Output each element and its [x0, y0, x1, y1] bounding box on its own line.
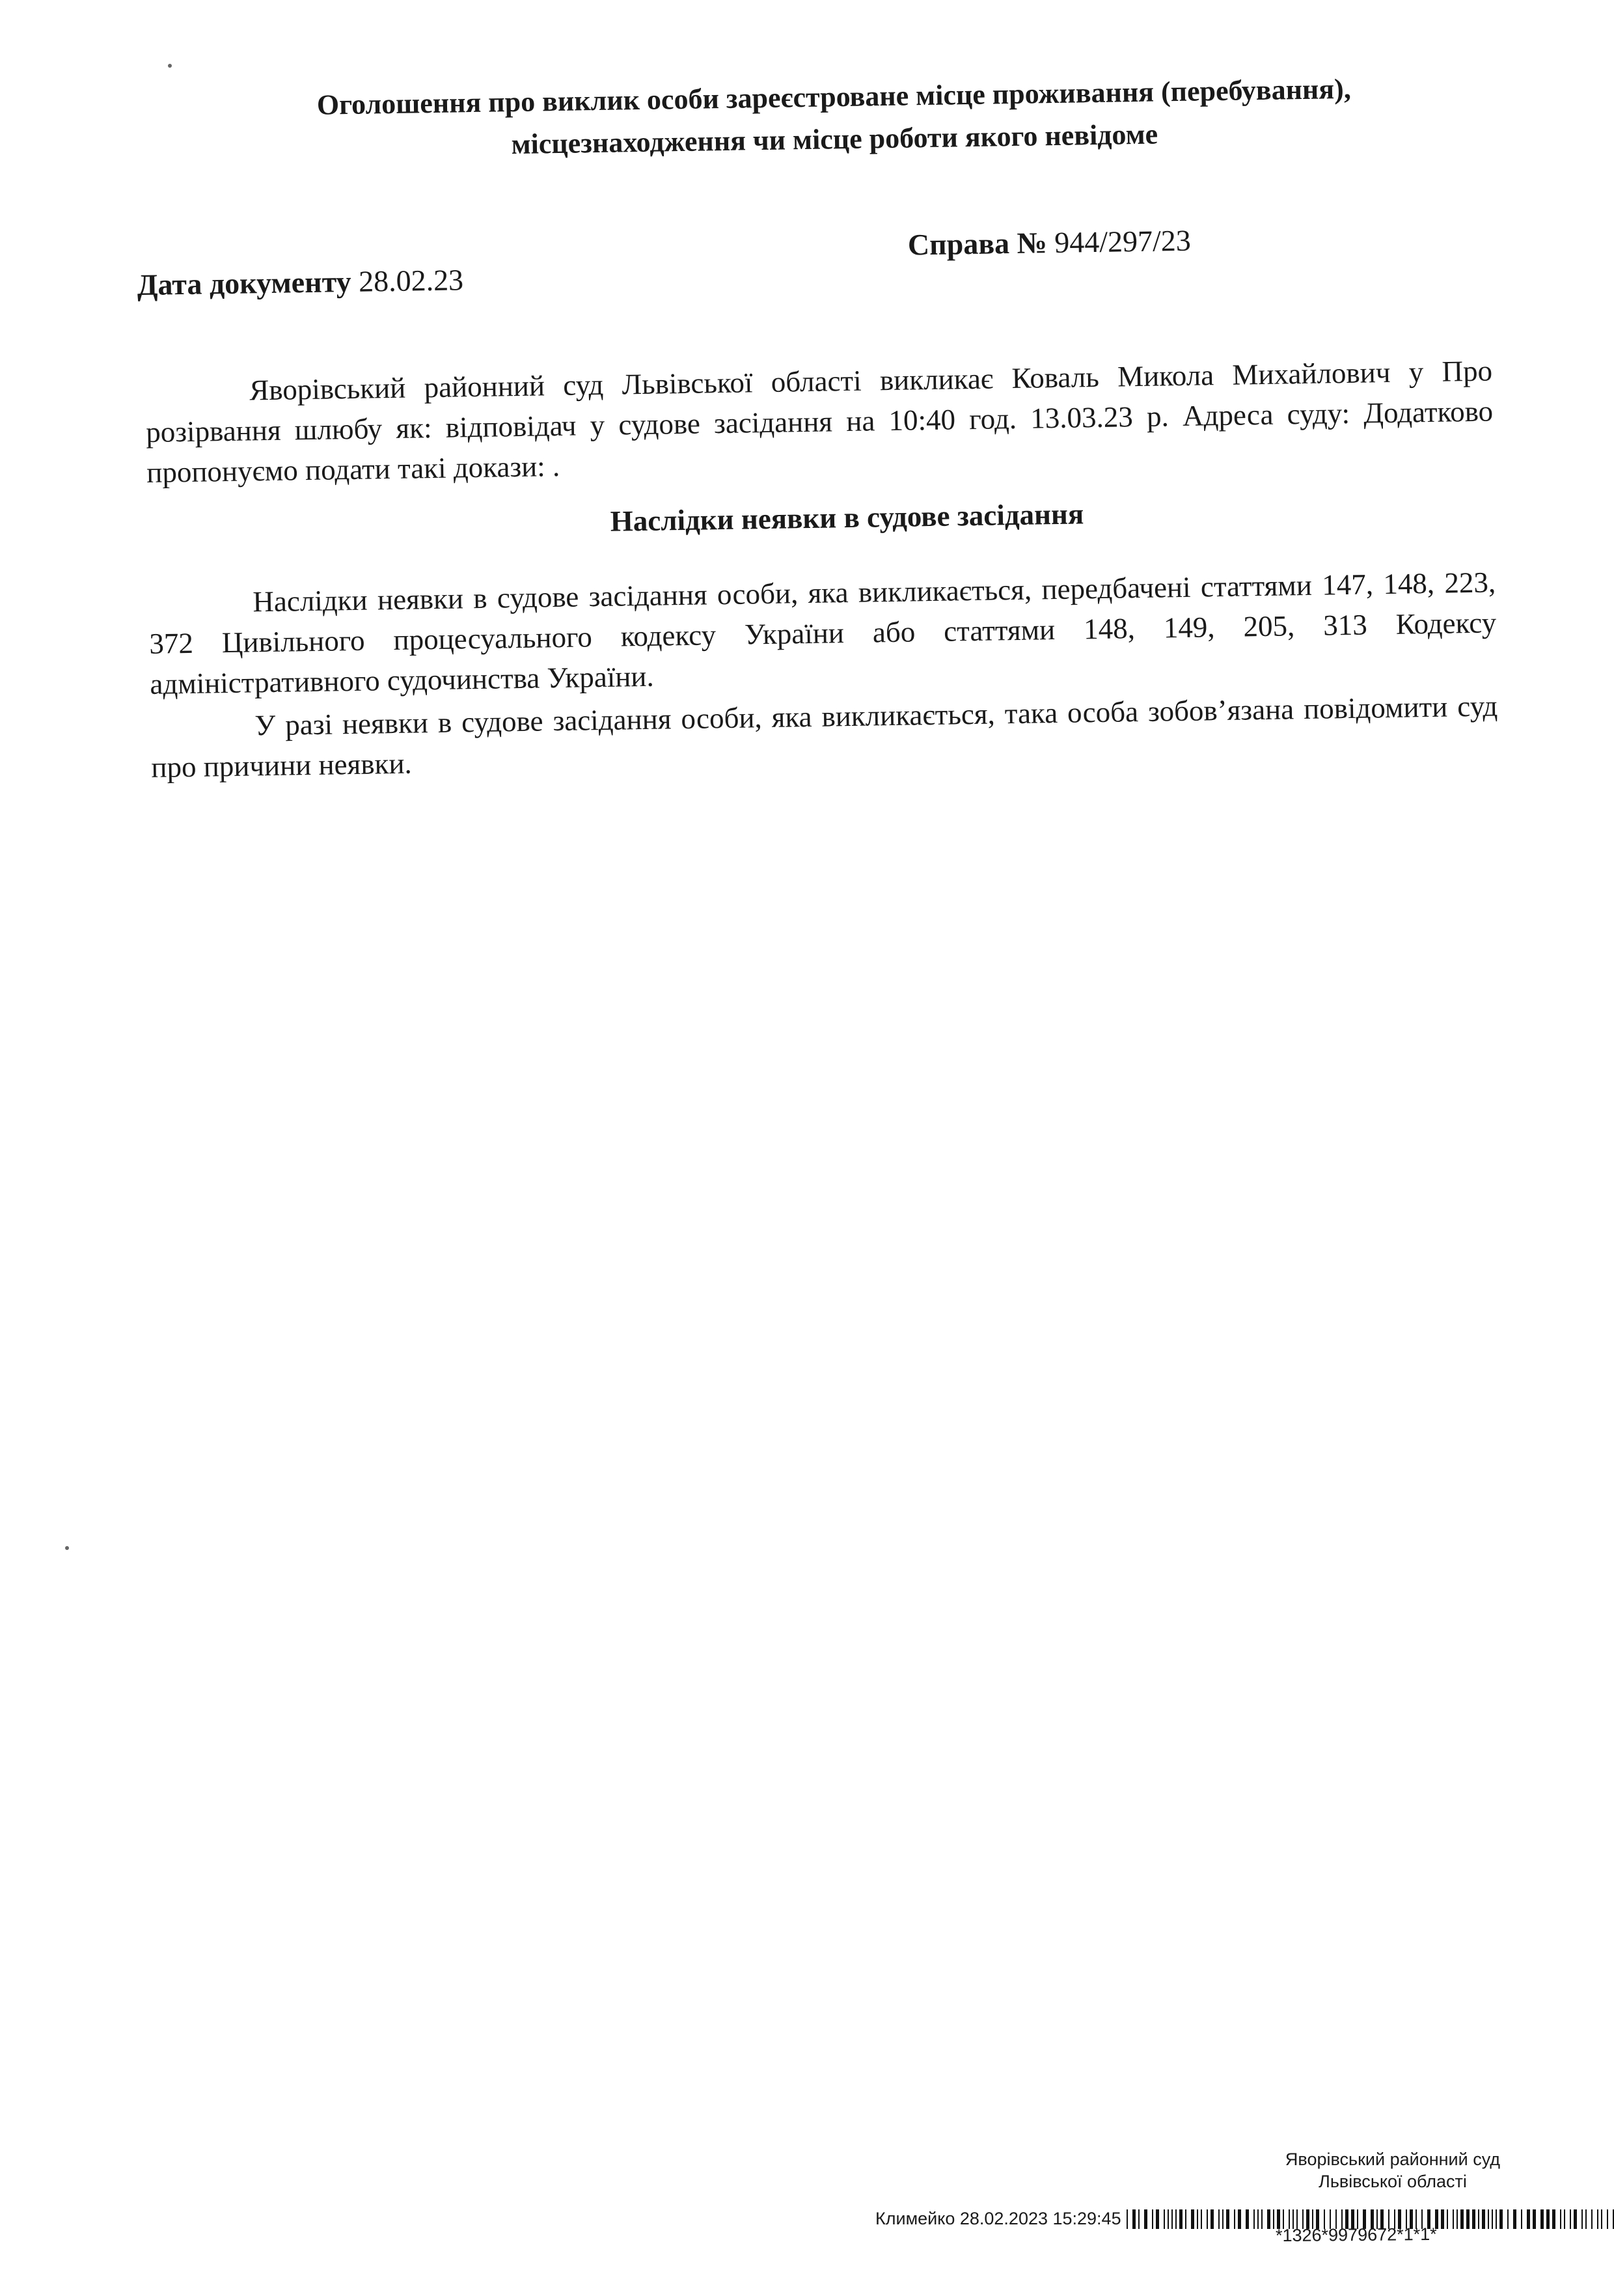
barcode-bar — [1597, 2209, 1598, 2229]
barcode-bar — [1513, 2209, 1516, 2229]
document-title-line1: Оголошення про виклик особи зареєстроване місце проживання (перебування), — [316, 72, 1352, 121]
barcode-bar — [1261, 2209, 1263, 2229]
barcode-bar — [1453, 2209, 1454, 2229]
summons-paragraph: Яворівський районний суд Львівської області викликає Коваль Микола Михайлович у Про розірвання шлюбу як: відповідач у судове засідання на 10:40 год. 13.03.23 р. Адреса суду: Додатково пропонуємо подати такі докази: . — [145, 354, 1494, 489]
barcode-bar — [1144, 2209, 1147, 2229]
barcode-bar — [1574, 2209, 1577, 2229]
barcode-bar — [1585, 2209, 1587, 2229]
court-stamp-line2: Львівської області — [1319, 2172, 1467, 2191]
barcode-bar — [1466, 2209, 1470, 2229]
barcode-bar — [1222, 2209, 1224, 2229]
scan-speck — [168, 64, 172, 68]
date-value: 28.02.23 — [358, 263, 464, 298]
barcode-bar — [1179, 2209, 1183, 2229]
barcode-bar — [1499, 2209, 1503, 2229]
barcode-bar — [1496, 2209, 1497, 2229]
barcode-bar — [1152, 2209, 1153, 2229]
barcode-code: *1326*9979672*1*1* — [1275, 2224, 1437, 2246]
notice-paragraph: У разі неявки в судове засідання особи, яка викликається, така особа зобов’язана повідомити суд про причини неявки. — [151, 689, 1498, 784]
barcode-bar — [1533, 2209, 1536, 2229]
barcode-bar — [1234, 2209, 1235, 2229]
court-stamp-line1: Яворівський районний суд — [1285, 2150, 1501, 2169]
barcode-bar — [1210, 2209, 1214, 2229]
document-title-line2: місцезнаходження чи місце роботи якого невідоме — [511, 118, 1158, 161]
barcode-bar — [1218, 2209, 1220, 2229]
barcode-bar — [1601, 2209, 1602, 2229]
barcode-bar — [1472, 2209, 1475, 2229]
barcode-bar — [1546, 2209, 1550, 2229]
barcode-bar — [1246, 2209, 1249, 2229]
scan-speck — [65, 1546, 69, 1550]
barcode-bar — [1156, 2209, 1159, 2229]
barcode-bar — [1447, 2209, 1448, 2229]
barcode-bar — [1257, 2209, 1259, 2229]
barcode-bar — [1552, 2209, 1555, 2229]
barcode-bar — [1168, 2209, 1169, 2229]
document-date — [137, 262, 463, 302]
barcode-bar — [1613, 2209, 1614, 2229]
barcode-bar — [1591, 2209, 1593, 2229]
barcode-bar — [1207, 2209, 1208, 2229]
barcode-bar — [1138, 2209, 1140, 2229]
barcode-bar — [1482, 2209, 1485, 2229]
barcode-bar — [1527, 2209, 1530, 2229]
barcode-bar — [1164, 2209, 1165, 2229]
barcode-bar — [1267, 2209, 1270, 2229]
consequences-heading: Наслідки неявки в судове засідання — [610, 497, 1084, 538]
barcode-bar — [1492, 2209, 1493, 2229]
barcode-bar — [1540, 2209, 1544, 2229]
barcode-bar — [1441, 2209, 1444, 2229]
barcode-bar — [1132, 2209, 1136, 2229]
barcode-bar — [1273, 2209, 1274, 2229]
barcode-bar — [1171, 2209, 1173, 2229]
barcode-bar — [1197, 2209, 1198, 2229]
consequences-paragraph: Наслідки неявки в судове засідання особи, яка викликається, передбачені статтями 147, 148, 223, 372 Цивільного процесуального кодексу України або статтями 148, 149, 205, 313 Кодексу адміністративного судочинства України. — [149, 566, 1497, 700]
barcode-bar — [1560, 2209, 1561, 2229]
barcode-bar — [1521, 2209, 1522, 2229]
barcode-bar — [1226, 2209, 1229, 2229]
barcode-bar — [1488, 2209, 1489, 2229]
barcode-bar — [1564, 2209, 1565, 2229]
barcode-bar — [1238, 2209, 1241, 2229]
case-number — [908, 223, 1192, 262]
registration-stamp — [875, 2209, 1614, 2229]
barcode-bar — [1201, 2209, 1202, 2229]
barcode-bar — [1478, 2209, 1479, 2229]
court-stamp — [1224, 2148, 1562, 2192]
barcode-bar — [1127, 2209, 1128, 2229]
barcode-bar — [1581, 2209, 1583, 2229]
date-label: Дата документу — [137, 264, 351, 302]
barcode-bar — [1607, 2209, 1608, 2229]
barcode-bar — [1460, 2209, 1464, 2229]
case-label: Справа № — [907, 226, 1048, 262]
barcode-bar — [1253, 2209, 1255, 2229]
case-value: 944/297/23 — [1054, 223, 1192, 259]
barcode-bar — [1570, 2209, 1571, 2229]
barcode-bar — [1507, 2209, 1509, 2229]
barcode-bar — [1185, 2209, 1186, 2229]
barcode-bar — [1457, 2209, 1458, 2229]
clerk-datetime: Климейко 28.02.2023 15:29:45 — [875, 2209, 1121, 2228]
barcode-bar — [1175, 2209, 1177, 2229]
barcode-bar — [1191, 2209, 1194, 2229]
